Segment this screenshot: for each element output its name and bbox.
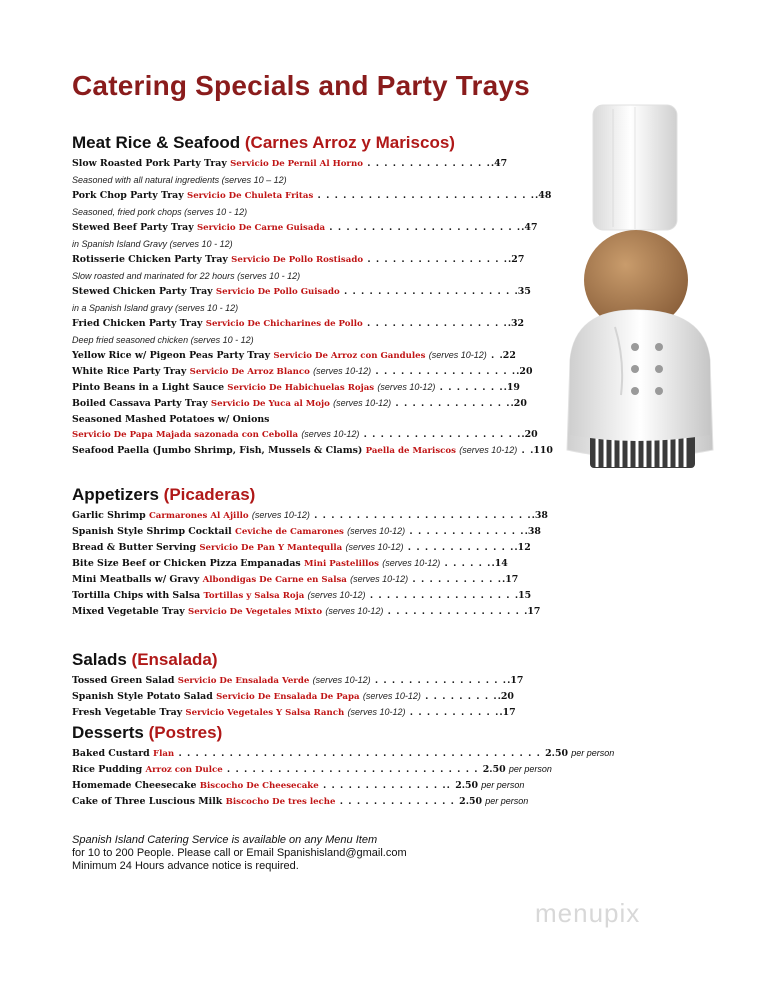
item-leader-dots: . . . . . . . . . . . . . . . . .: [371, 366, 517, 377]
item-price: 2.50: [459, 796, 483, 807]
item-leader-dots: . . . . . . . . . . . . . . . .: [383, 606, 525, 617]
item-spanish-name: Servicio De Pollo Rostisado: [231, 255, 364, 265]
item-leader-dots: . . . . . . . . . . .: [405, 707, 500, 718]
item-serves: (serves 10-12): [382, 558, 441, 568]
item-spanish-name: Tortillas y Salsa Roja: [203, 591, 305, 601]
menu-item: [72, 673, 592, 689]
menu-item: [72, 540, 592, 556]
item-name: Mixed Vegetable Tray: [72, 606, 185, 617]
menu-item: [72, 572, 592, 588]
item-serves: (serves 10-12): [301, 429, 360, 439]
item-leader-dots: . . . . . . . . . . . . . . . . . . . . . . . . . .: [313, 190, 536, 201]
item-price: 2.50: [482, 764, 506, 775]
item-serves: (serves 10-12): [313, 366, 372, 376]
menu-item: [72, 380, 592, 396]
item-description: in a Spanish Island gravy (serves 10 - 12): [72, 303, 239, 313]
item-name: Stewed Chicken Party Tray: [72, 286, 213, 297]
item-price: .110: [530, 445, 553, 456]
item-serves: (serves 10-12): [325, 606, 384, 616]
item-name: Cake of Three Luscious Milk: [72, 796, 223, 807]
footer-notice: [72, 834, 407, 873]
item-spanish-name: Servicio De Pollo Guisado: [215, 287, 340, 297]
item-spanish-name: Servicio De Carne Guisada: [196, 223, 326, 233]
item-description: Seasoned with all natural ingredients (serves 10 – 12): [72, 175, 287, 185]
item-leader-dots: . . . . . . . . . . . . . .: [405, 526, 525, 537]
item-spanish-name: Servicio De Habichuelas Rojas: [227, 383, 375, 393]
item-price: .12: [514, 542, 531, 553]
item-spanish-name: Ceviche de Camarones: [235, 527, 344, 537]
menu-item: [72, 778, 592, 794]
item-serves: (serves 10-12): [377, 382, 436, 392]
item-leader-dots: . . . . . . . . . . . . .: [403, 542, 515, 553]
item-price: .32: [507, 318, 525, 329]
menu-item: [72, 252, 592, 268]
per-person-label: per person: [571, 748, 615, 758]
item-name: Pinto Beans in a Light Sauce: [72, 382, 225, 393]
item-leader-dots: . . . . . . . . . . . . . . . . .: [365, 590, 515, 601]
item-spanish-name: Servicio De Ensalada Verde: [177, 676, 310, 686]
item-leader-dots: . . . . . . . . . . . . . . . . . . . . . . . . . . . . . .: [222, 764, 483, 775]
chef-hat: [593, 105, 677, 230]
item-description: in Spanish Island Gravy (serves 10 - 12): [72, 239, 233, 249]
item-name: White Rice Party Tray: [72, 366, 187, 377]
item-leader-dots: .: [486, 350, 500, 361]
item-name: Slow Roasted Pork Party Tray: [72, 158, 227, 169]
item-spanish-name: Biscocho De Cheesecake: [199, 781, 319, 791]
item-price: 2.50: [545, 748, 568, 759]
item-spanish-name: Servicio De Ensalada De Papa: [216, 692, 360, 702]
item-leader-dots: .: [517, 445, 531, 456]
menu-item: [72, 412, 592, 427]
item-leader-dots: . . . . . . . . . . . . . . .: [362, 158, 491, 169]
item-price: .15: [514, 590, 532, 601]
menu-item: [72, 427, 592, 443]
menu-item: [72, 524, 592, 540]
footer-line: Minimum 24 Hours advance notice is required.: [72, 860, 299, 872]
item-leader-dots: . . . . . . . . . . . . . . . . . . . .: [339, 286, 515, 297]
item-name: Spanish Style Potato Salad: [72, 691, 213, 702]
item-name: Pork Chop Party Tray: [72, 190, 184, 201]
menu-item: [72, 156, 592, 172]
item-name: Stewed Beef Party Tray: [72, 222, 194, 233]
item-price: .22: [499, 350, 516, 361]
item-leader-dots: . . . . . . . . . . . . . . . . . . . . . . .: [325, 222, 522, 233]
meat-item-list: [72, 156, 592, 459]
item-leader-dots: . . . . . . . . . . . . . .: [391, 398, 511, 409]
salads-item-list: [72, 673, 592, 721]
item-description: Seasoned, fried pork chops (serves 10 - 12): [72, 207, 248, 217]
item-price: .38: [531, 510, 548, 521]
menu-item: [72, 556, 592, 572]
item-spanish-name: Servicio Vegetales Y Salsa Ranch: [185, 708, 345, 718]
item-name: Yellow Rice w/ Pigeon Peas Party Tray: [72, 350, 271, 361]
item-leader-dots: . . . . . . . . . . .: [408, 574, 502, 585]
per-person-label: per person: [481, 780, 525, 790]
item-price: .17: [501, 574, 519, 585]
section-appetizers: [72, 485, 592, 620]
item-spanish-name: Servicio De Chicharines de Pollo: [205, 319, 363, 329]
menu-item: [72, 746, 615, 762]
item-spanish-name: Servicio De Papa Majada sazonada con Cebolla: [72, 430, 299, 440]
menu-item: [72, 588, 592, 604]
menu-item: [72, 220, 592, 236]
item-price: .14: [491, 558, 508, 569]
item-serves: (serves 10-12): [347, 707, 406, 717]
item-leader-dots: . . . . . . . .: [435, 382, 504, 393]
item-price: .20: [497, 691, 514, 702]
item-price: .19: [503, 382, 520, 393]
item-name: Seasoned Mashed Potatoes w/ Onions: [72, 414, 270, 425]
section-salads: [72, 650, 592, 721]
section-title: Salads (Ensalada): [72, 650, 218, 669]
menu-item: [72, 284, 592, 300]
item-name: Mini Meatballs w/ Gravy: [72, 574, 200, 585]
per-person-label: per person: [485, 796, 529, 806]
item-spanish-name: Servicio De Arroz Blanco: [189, 367, 310, 377]
item-name: Fresh Vegetable Tray: [72, 707, 183, 718]
item-spanish-name: Servicio De Arroz con Gandules: [273, 351, 426, 361]
item-name: Rotisserie Chicken Party Tray: [72, 254, 228, 265]
item-price: .27: [508, 254, 525, 265]
menu-item: [72, 705, 592, 721]
item-name: Rice Pudding: [72, 764, 143, 775]
item-price: .17: [524, 606, 541, 617]
menu-item: [72, 348, 592, 364]
item-name: Homemade Cheesecake: [72, 780, 197, 791]
item-spanish-name: Servicio De Yuca al Mojo: [210, 399, 330, 409]
menu-item: [72, 604, 592, 620]
item-name: Bite Size Beef or Chicken Pizza Empanadas: [72, 558, 301, 569]
item-price: .38: [524, 526, 541, 537]
item-leader-dots: . . . . . . . . . . . . . .: [335, 796, 460, 807]
item-leader-dots: . . . . . . . . . . . . . . . . .: [362, 318, 508, 329]
item-spanish-name: Arroz con Dulce: [145, 765, 223, 775]
item-serves: (serves 10-12): [459, 445, 518, 455]
item-serves: (serves 10-12): [347, 526, 406, 536]
menu-item: [72, 396, 592, 412]
desserts-item-list: [72, 746, 615, 810]
item-serves: (serves 10-12): [428, 350, 487, 360]
item-serves: (serves 10-12): [350, 574, 409, 584]
item-spanish-name: Paella de Mariscos: [365, 446, 456, 456]
item-name: Spanish Style Shrimp Cocktail: [72, 526, 232, 537]
item-leader-dots: . . . . . . . . . . . . . . . . . . .: [359, 429, 522, 440]
item-spanish-name: Carmarones Al Ajillo: [148, 511, 249, 521]
item-serves: (serves 10-12): [362, 691, 421, 701]
menu-item: [72, 364, 592, 380]
section-title: Appetizers (Picaderas): [72, 485, 256, 504]
menu-item: [72, 188, 592, 204]
item-serves: (serves 10-12): [333, 398, 392, 408]
menu-item: [72, 443, 592, 459]
item-name: Garlic Shrimp: [72, 510, 146, 521]
item-price: .35: [514, 286, 531, 297]
item-spanish-name: Servicio De Chuleta Fritas: [186, 191, 314, 201]
menu-item: [72, 762, 592, 778]
item-leader-dots: . . . . . . . . . . . . . . ..: [318, 780, 456, 791]
item-price: .20: [521, 429, 538, 440]
item-name: Seafood Paella (Jumbo Shrimp, Fish, Mussels & Clams): [72, 445, 363, 456]
item-serves: (serves 10-12): [251, 510, 310, 520]
page-title: Catering Specials and Party Trays: [72, 70, 530, 101]
section-meat-rice-seafood: [72, 133, 592, 459]
appetizers-item-list: [72, 508, 592, 620]
item-serves: (serves 10-12): [312, 675, 371, 685]
item-name: Tossed Green Salad: [72, 675, 175, 686]
item-spanish-name: Flan: [153, 749, 175, 759]
item-name: Tortilla Chips with Salsa: [72, 590, 201, 601]
item-serves: (serves 10-12): [307, 590, 366, 600]
item-price: .17: [507, 675, 524, 686]
menu-item: [72, 794, 592, 810]
item-price: .47: [490, 158, 508, 169]
menu-item: [72, 316, 592, 332]
item-leader-dots: . . . . . . . . .: [420, 691, 498, 702]
section-title: Meat Rice & Seafood (Carnes Arroz y Mariscos): [72, 133, 455, 152]
item-leader-dots: . . . . . . . . . . . . . . . . . . . . . . . . . . . . . . . . . . . . . . . . . . .: [174, 748, 546, 759]
menu-item: [72, 508, 592, 524]
item-name: Baked Custard: [72, 748, 150, 759]
per-person-label: per person: [508, 764, 552, 774]
item-price: .20: [516, 366, 533, 377]
item-spanish-name: Albondigas De Carne en Salsa: [202, 575, 347, 585]
item-price: .20: [510, 398, 527, 409]
item-description: Deep fried seasoned chicken (serves 10 - 12): [72, 335, 254, 345]
footer-line: Spanish Island Catering Service is available on any Menu Item: [72, 834, 378, 846]
item-spanish-name: Mini Pastelillos: [303, 559, 379, 569]
item-spanish-name: Servicio De Vegetales Mixto: [187, 607, 323, 617]
item-price: .48: [535, 190, 552, 201]
item-name: Bread & Butter Serving: [72, 542, 197, 553]
item-leader-dots: . . . . . . . . . . . . . . . .: [370, 675, 508, 686]
item-price: 2.50: [455, 780, 479, 791]
item-leader-dots: . . . . . . . . . . . . . . . . .: [363, 254, 509, 265]
item-name: Boiled Cassava Party Tray: [72, 398, 208, 409]
item-price: .47: [521, 222, 538, 233]
item-spanish-name: Biscocho De tres leche: [225, 797, 336, 807]
item-spanish-name: Servicio De Pan Y Mantequlla: [199, 543, 343, 553]
item-spanish-name: Servicio De Pernil Al Horno: [230, 159, 363, 169]
item-price: .17: [499, 707, 516, 718]
item-name: Fried Chicken Party Tray: [72, 318, 203, 329]
menu-item: [72, 689, 592, 705]
footer-line: for 10 to 200 People. Please call or Email Spanishisland@gmail.com: [72, 847, 407, 859]
item-serves: (serves 10-12): [345, 542, 404, 552]
watermark: menupix: [535, 898, 641, 928]
item-leader-dots: . . . . . .: [440, 558, 492, 569]
section-desserts: [72, 723, 615, 810]
item-leader-dots: . . . . . . . . . . . . . . . . . . . . . . . . . .: [309, 510, 532, 521]
item-description: Slow roasted and marinated for 22 hours (serves 10 - 12): [72, 271, 301, 281]
section-title: Desserts (Postres): [72, 723, 223, 742]
